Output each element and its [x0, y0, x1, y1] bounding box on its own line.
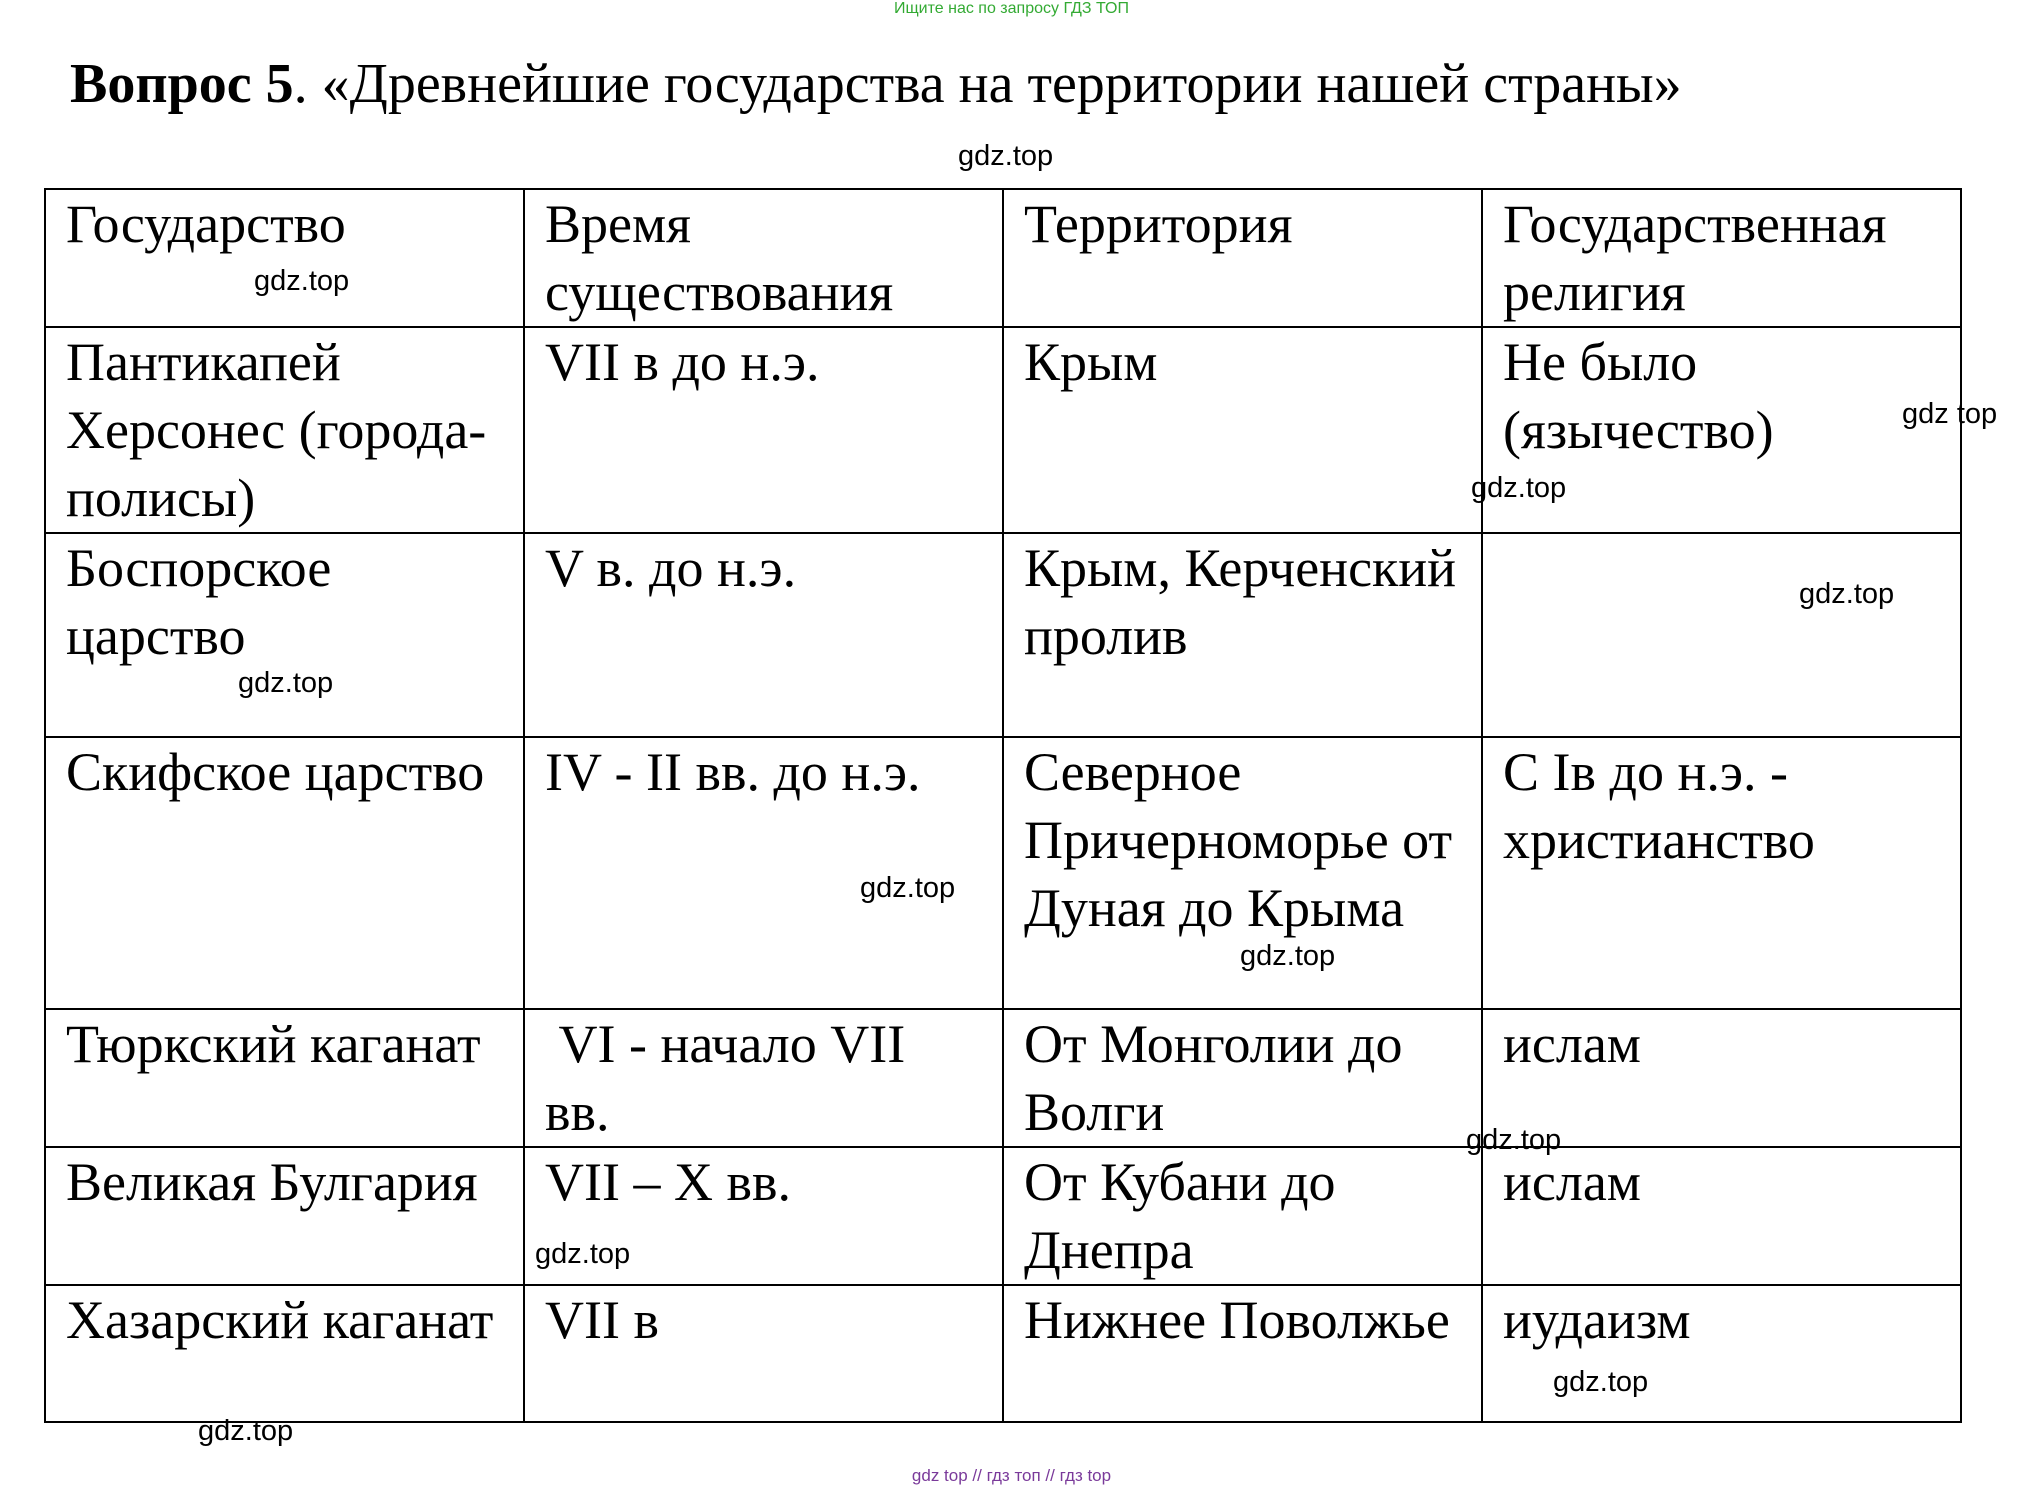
states-table	[44, 188, 1962, 1423]
page-title	[70, 52, 1682, 116]
table-cell: Крым, Керченский пролив	[1003, 533, 1482, 737]
table-cell: иудаизм	[1482, 1285, 1961, 1422]
table-cell: Великая Булгария	[45, 1147, 524, 1285]
table-cell: Хазарский каганат	[45, 1285, 524, 1422]
table-cell: IV - II вв. до н.э.	[524, 737, 1003, 1009]
table-cell: ислам	[1482, 1009, 1961, 1147]
table-row	[45, 737, 1961, 1009]
table-cell: Не было (язычество)	[1482, 327, 1961, 533]
watermark: gdz.top	[254, 265, 350, 297]
watermark: gdz.top	[1240, 940, 1336, 972]
table-cell: С Iв до н.э. - христианство	[1482, 737, 1961, 1009]
watermark: gdz.top	[535, 1238, 631, 1270]
table-cell: VII в до н.э.	[524, 327, 1003, 533]
watermark: gdz top	[1902, 398, 1998, 430]
watermark: gdz.top	[860, 872, 956, 904]
watermark: gdz.top	[238, 667, 334, 699]
question-title: . «Древнейшие государства на территории нашей страны»	[293, 53, 1682, 115]
header-cell: Территория	[1003, 189, 1482, 327]
table-cell: VII – X вв.	[524, 1147, 1003, 1285]
watermark: gdz.top	[198, 1415, 294, 1447]
table-row	[45, 327, 1961, 533]
question-number: Вопрос 5	[70, 53, 294, 115]
search-banner: Ищите нас по запросу ГДЗ ТОП	[894, 0, 1129, 17]
table-cell: V в. до н.э.	[524, 533, 1003, 737]
watermark: gdz.top	[958, 140, 1054, 172]
table-cell: VII в	[524, 1285, 1003, 1422]
table-cell: От Монголии до Волги	[1003, 1009, 1482, 1147]
table-cell: Крым	[1003, 327, 1482, 533]
header-cell: Время существования	[524, 189, 1003, 327]
table-row	[45, 533, 1961, 737]
table-row	[45, 1147, 1961, 1285]
header-cell: Государство	[45, 189, 524, 327]
header-cell: Государственная религия	[1482, 189, 1961, 327]
table-cell	[1482, 533, 1961, 737]
footer-links: gdz top // гдз топ // гдз top	[911, 1466, 1112, 1485]
table-cell: VI - начало VII вв.	[524, 1009, 1003, 1147]
table-header-row	[45, 189, 1961, 327]
watermark: gdz.top	[1471, 472, 1567, 504]
watermark: gdz.top	[1466, 1124, 1562, 1156]
table-cell: Пантикапей Херсонес (города-полисы)	[45, 327, 524, 533]
table-cell: Боспорское царство	[45, 533, 524, 737]
table-row	[45, 1285, 1961, 1422]
table-row	[45, 1009, 1961, 1147]
watermark: gdz.top	[1799, 578, 1895, 610]
table-cell: Тюркский каганат	[45, 1009, 524, 1147]
table-cell: Нижнее Поволжье	[1003, 1285, 1482, 1422]
table-cell: Скифское царство	[45, 737, 524, 1009]
table-cell: Северное Причерноморье от Дуная до Крыма	[1003, 737, 1482, 1009]
table-cell: ислам	[1482, 1147, 1961, 1285]
watermark: gdz.top	[1553, 1366, 1649, 1398]
table-cell: От Кубани до Днепра	[1003, 1147, 1482, 1285]
